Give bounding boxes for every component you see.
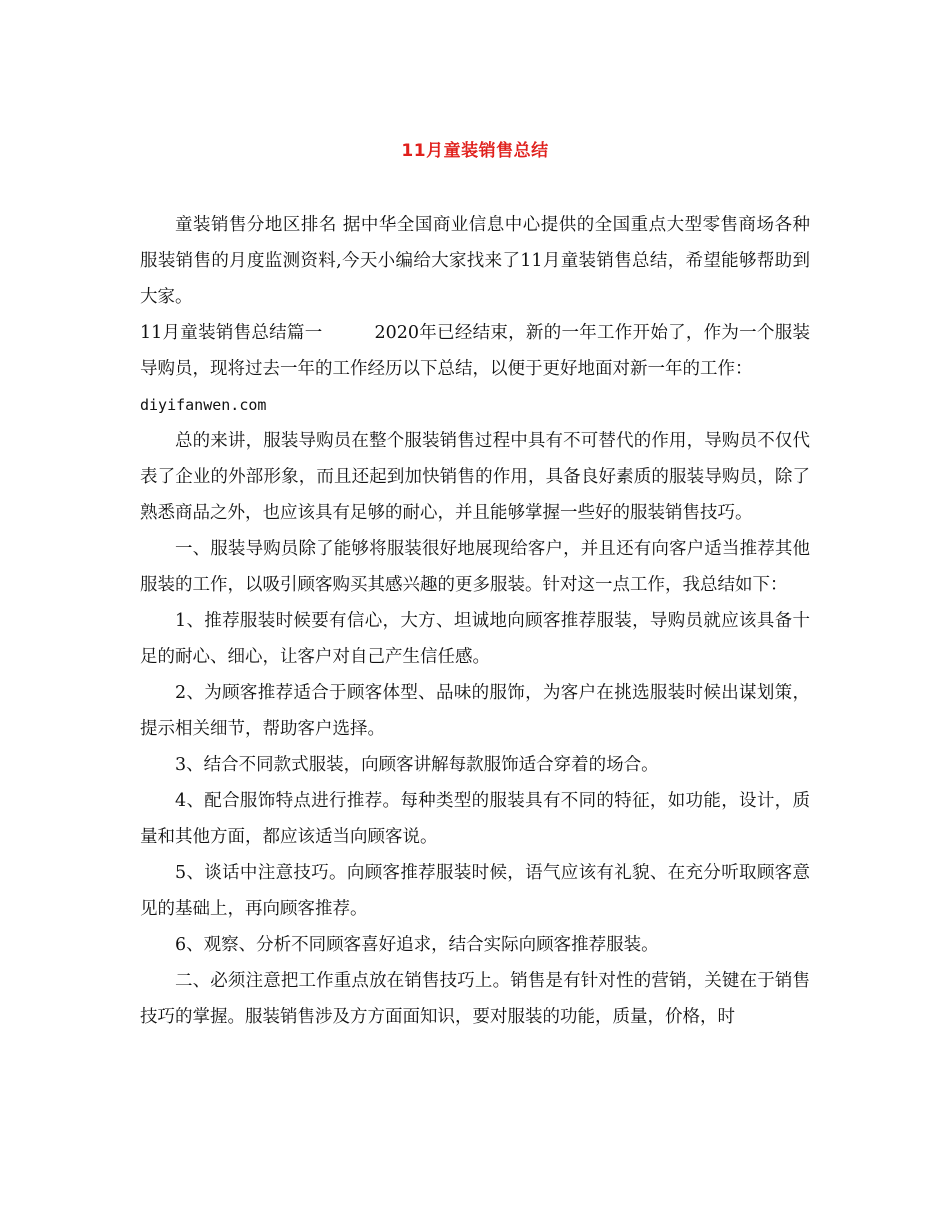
list-item: 5、谈话中注意技巧。向顾客推荐服装时候，语气应该有礼貌、在充分听取顾客意见的基础上，再向顾客推荐。: [140, 863, 810, 919]
intro-paragraph: 童装销售分地区排名 据中华全国商业信息中心提供的全国重点大型零售商场各种服装销售的月度监测资料,今天小编给大家找来了11月童装销售总结，希望能够帮助到大家。: [140, 215, 810, 307]
section-heading: 11月童装销售总结篇一: [140, 323, 323, 343]
list-item: 4、配合服饰特点进行推荐。每种类型的服装具有不同的特征，如功能，设计，质量和其他方面，都应该适当向顾客说。: [140, 791, 810, 847]
list-item: 6、观察、分析不同顾客喜好追求，结合实际向顾客推荐服装。: [175, 935, 659, 955]
section-paragraph: [140, 315, 810, 387]
list-item: 2、为顾客推荐适合于顾客体型、品味的服饰，为客户在挑选服装时候出谋划策，提示相关细节，帮助客户选择。: [140, 683, 810, 739]
body-paragraph: 二、必须注意把工作重点放在销售技巧上。销售是有针对性的营销，关键在于销售技巧的掌握。服装销售涉及方方面面知识，要对服装的功能，质量，价格，时: [140, 971, 810, 1027]
body-paragraph: 一、服装导购员除了能够将服装很好地展现给客户，并且还有向客户适当推荐其他服装的工作，以吸引顾客购买其感兴趣的更多服装。针对这一点工作，我总结如下：: [140, 539, 810, 595]
website-text: diyifanwen.com: [140, 396, 267, 414]
body-paragraph: 总的来讲，服装导购员在整个服装销售过程中具有不可替代的作用，导购员不仅代表了企业的外部形象，而且还起到加快销售的作用，具备良好素质的服装导购员，除了熟悉商品之外，也应该具有足够的耐心，并且能够掌握一些好的服装销售技巧。: [140, 431, 810, 523]
document-title: 11月童装销售总结: [401, 141, 549, 161]
document-body: [140, 207, 810, 1035]
list-item: 1、推荐服装时候要有信心，大方、坦诚地向顾客推荐服装，导购员就应该具备十足的耐心、细心，让客户对自己产生信任感。: [140, 611, 810, 667]
list-item: 3、结合不同款式服装，向顾客讲解每款服饰适合穿着的场合。: [175, 755, 659, 775]
section-lead: 2020年已经结束，新的一年工作开始了，作为一个服装导购员，现将过去一年的工作经历以下总结，以便于更好地面对新一年的工作：: [140, 323, 810, 379]
